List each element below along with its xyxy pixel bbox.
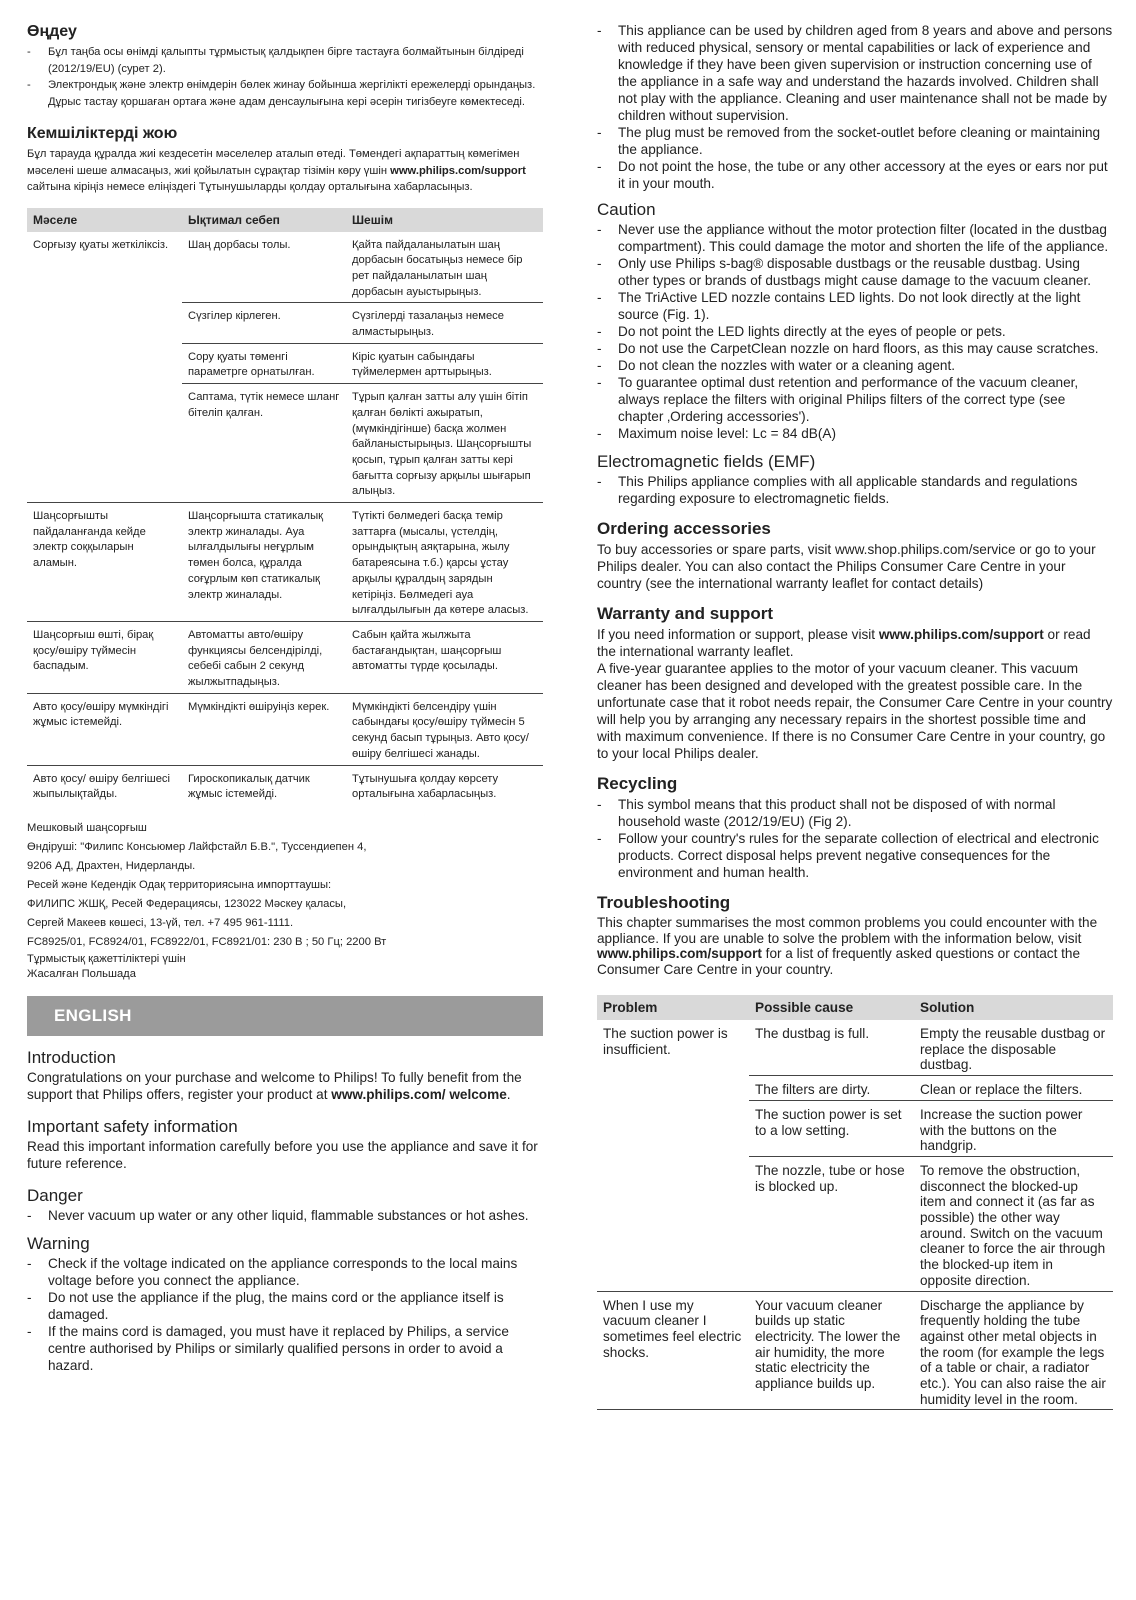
kz-intro-text: Бұл тарауда құралда жиі кездесетін мәселелер аталып өтеді. Төмендегі ақпараттың көмегімен мәселені шеше алмасаңыз, жиі қойылатын сұрақтар тізімін көру үшін bbox=[27, 148, 520, 177]
kz-cell-solution: Тұтынушыға қолдау көрсету орталығына хабарласыңыз. bbox=[352, 772, 499, 801]
en-warranty-text2: A five-year guarantee applies to the motor of your vacuum cleaner. This vacuum cleaner has been designed and developed with the greatest possible care. In the unfortunate case that it robot needs repair, the Consumer Care Centre in your country will help you by arranging any necessary repairs in the shortest possible time and with maximum convenience. If there is no Consumer Care Centre in your country, go to your local Philips dealer. bbox=[597, 661, 1113, 761]
kz-cell-problem bbox=[27, 303, 182, 343]
en-recycling-item: - This symbol means that this product shall not be disposed of with normal household waste (2012/19/EU) (Fig 2). bbox=[597, 796, 1113, 830]
kz-product-info bbox=[27, 819, 543, 982]
en-warning-title: Warning bbox=[27, 1234, 90, 1253]
kz-troubleshooting-title: Кемшіліктерді жою bbox=[27, 125, 178, 142]
en-cell-problem bbox=[597, 1156, 749, 1291]
en-warning-item: - The plug must be removed from the socket-outlet before cleaning or maintaining the appliance. bbox=[597, 124, 1113, 158]
kz-footer-line: Жасалған Польшада bbox=[27, 968, 136, 980]
kz-table-row bbox=[27, 503, 543, 622]
en-warning-item: - Do not use the appliance if the plug, the mains cord or the appliance itself is damaged. bbox=[27, 1289, 543, 1323]
kz-table-row bbox=[27, 621, 543, 693]
kz-footer-line: Сергей Макеев көшесі, 13-үй, тел. +7 495 961-1111. bbox=[27, 917, 294, 929]
en-table-row bbox=[597, 1076, 1113, 1101]
kz-table-row bbox=[27, 693, 543, 765]
kz-cell-cause: Автоматты авто/өшіру функциясы белсендірілді, себебі сабын 2 секунд жылжытпадыңыз. bbox=[182, 621, 346, 693]
en-cell-solution: Clean or replace the filters. bbox=[914, 1076, 1113, 1101]
en-intro-text: Congratulations on your purchase and welcome to Philips! To fully benefit from the support that Philips offers, register your product at www.philips.com/ welcome. bbox=[27, 1070, 522, 1102]
kz-header-cause: Ықтимал себеп bbox=[182, 208, 346, 232]
kz-cell-cause: Гироскопикалық датчик жұмыс істемейді. bbox=[188, 772, 310, 801]
en-ordering-text: To buy accessories or spare parts, visit www.shop.philips.com/service or go to your Philips dealer. You can also contact the Philips Consumer Care Centre in your country (see the international warranty leaflet for contact details) bbox=[597, 542, 1096, 591]
kz-support-link[interactable]: www.philips.com/support bbox=[390, 164, 526, 177]
en-troubleshooting-link[interactable]: www.philips.com/support bbox=[597, 946, 762, 961]
en-ordering-section bbox=[597, 519, 1113, 592]
en-caution-item: - The TriActive LED nozzle contains LED lights. Do not look directly at the light source (Fig. 1). bbox=[597, 289, 1113, 323]
kz-cell-problem bbox=[27, 384, 182, 503]
kz-table-row bbox=[27, 303, 543, 343]
en-cell-problem bbox=[597, 1100, 749, 1156]
kz-cell-solution: Қайта пайдаланылатын шаң дорбасын босатыңыз немесе бір рет пайдаланылатын шаң дорбасын ауыстырыңыз. bbox=[346, 232, 543, 303]
kz-cell-solution: Кіріс қуатын сабындағы түймелермен арттырыңыз. bbox=[346, 343, 543, 383]
en-header-cause: Possible cause bbox=[749, 995, 914, 1020]
en-troubleshooting-section bbox=[597, 893, 1113, 1410]
kz-troubleshooting-intro bbox=[27, 146, 543, 196]
kz-cell-solution: Сабын қайта жылжыта бастағандықтан, шаңсорғыш автоматты түрде қосылады. bbox=[346, 621, 543, 693]
en-ordering-title: Ordering accessories bbox=[597, 519, 771, 538]
en-caution-item: - Do not clean the nozzles with water or a cleaning agent. bbox=[597, 357, 1113, 374]
en-warning-continued bbox=[597, 22, 1113, 192]
kz-footer-line: Мешковый шаңсорғыш bbox=[27, 822, 147, 834]
en-recycling-item: - Follow your country's rules for the separate collection of electrical and electronic products. Correct disposal helps prevent negative consequences for the environment and human health. bbox=[597, 830, 1113, 881]
en-cell-cause: The dustbag is full. bbox=[749, 1020, 914, 1076]
en-warranty-title: Warranty and support bbox=[597, 604, 773, 623]
en-table-row bbox=[597, 1291, 1113, 1410]
en-caution-item: - Only use Philips s-bag® disposable dustbags or the reusable dustbag. Using other types or brands of dustbags might cause damage to the vacuum cleaner. bbox=[597, 255, 1113, 289]
en-header-problem: Problem bbox=[597, 995, 749, 1020]
kz-disposal-item: - Бұл таңба осы өнімді қалыпты тұрмыстық қалдықпен бірге тастауға болмайтынын білдіреді (2012/19/EU) (сурет 2). bbox=[27, 44, 543, 77]
kz-table-row bbox=[27, 384, 543, 503]
en-cell-solution: To remove the obstruction, disconnect the blocked-up item and connect it (as far as possible) the other way around. Switch on the vacuum cleaner to force the air through the blocked-up item in opposite direction. bbox=[914, 1156, 1113, 1291]
kz-header-problem: Мәселе bbox=[27, 208, 182, 232]
english-banner: ENGLISH bbox=[27, 996, 543, 1036]
right-column bbox=[597, 22, 1113, 1410]
en-safety-section bbox=[27, 1117, 543, 1172]
en-warning-section bbox=[27, 1234, 543, 1374]
en-safety-text: Read this important information carefully before you use the appliance and save it for future reference. bbox=[27, 1139, 538, 1171]
kz-table-row bbox=[27, 343, 543, 383]
en-warning-item: - This appliance can be used by children aged from 8 years and above and persons with reduced physical, sensory or mental capabilities or lack of experience and knowledge if they have been given supervision or instruction concerning use of the appliance in a safe way and understand the hazards involved. Children shall not play with the appliance. Cleaning and user maintenance shall not be made by children without supervision. bbox=[597, 22, 1113, 124]
en-caution-title: Caution bbox=[597, 200, 656, 219]
en-warning-item: - If the mains cord is damaged, you must have it replaced by Philips, a service centre authorised by Philips or similarly qualified persons in order to avoid a hazard. bbox=[27, 1323, 543, 1374]
en-emf-item: - This Philips appliance complies with all applicable standards and regulations regarding exposure to electromagnetic fields. bbox=[597, 473, 1113, 507]
en-caution-item: - Maximum noise level: Lc = 84 dB(A) bbox=[597, 425, 1113, 442]
kz-intro-text: сайтына кіріңіз немесе еліңіздегі Тұтынушыларды қолдау орталығына хабарласыңыз. bbox=[27, 181, 473, 193]
en-troubleshooting-text: This chapter summarises the most common problems you could encounter with the appliance. If you are unable to solve the problem with the information below, visit www.philips.com/support for a list of frequently asked questions or contact the Consumer Care Centre in your country. bbox=[597, 915, 1098, 977]
en-warning-item: - Do not point the hose, the tube or any other accessory at the eyes or ears nor put it in your mouth. bbox=[597, 158, 1113, 192]
en-caution-section bbox=[597, 200, 1113, 442]
en-header-solution: Solution bbox=[914, 995, 1113, 1020]
en-cell-problem: The suction power is insufficient. bbox=[603, 1026, 728, 1057]
en-table-row bbox=[597, 1156, 1113, 1291]
kz-header-solution: Шешім bbox=[346, 208, 543, 232]
en-caution-item: - To guarantee optimal dust retention and performance of the vacuum cleaner, always replace the filters with original Philips filters of the correct type (see chapter ‚Ordering accessories'). bbox=[597, 374, 1113, 425]
en-warranty-section bbox=[597, 604, 1113, 762]
en-safety-title: Important safety information bbox=[27, 1117, 238, 1136]
en-emf-section bbox=[597, 452, 1113, 507]
en-danger-title: Danger bbox=[27, 1186, 83, 1205]
kz-cell-cause: Саптама, түтік немесе шланг бітеліп қалған. bbox=[182, 384, 346, 503]
kz-cell-problem: Авто қосу/ өшіру белгішесі жыпылықтайды. bbox=[33, 772, 170, 801]
left-column bbox=[27, 22, 543, 1374]
en-cell-problem: When I use my vacuum cleaner I sometimes feel electric shocks. bbox=[597, 1291, 749, 1410]
kz-cell-solution: Мүмкіндікті белсендіру үшін сабындағы қосу/өшіру түймесін 5 секунд басып тұрыңыз. Авто қосу/өшіру белгішесі жанады. bbox=[346, 693, 543, 765]
en-danger-item: - Never vacuum up water or any other liquid, flammable substances or hot ashes. bbox=[27, 1207, 543, 1224]
en-cell-problem bbox=[597, 1076, 749, 1101]
en-troubleshooting-table bbox=[597, 995, 1113, 1410]
kz-footer-line: ФИЛИПС ЖШҚ, Ресей Федерациясы, 123022 Мәскеу қаласы, bbox=[27, 898, 347, 910]
en-warranty-link[interactable]: www.philips.com/support bbox=[878, 627, 1044, 642]
en-caution-item: - Do not use the CarpetClean nozzle on hard floors, as this may cause scratches. bbox=[597, 340, 1113, 357]
en-table-row bbox=[597, 1020, 1113, 1076]
kz-cell-problem bbox=[27, 343, 182, 383]
kz-cell-problem: Шаңсорғыш өшті, бірақ қосу/өшіру түймесін баспадым. bbox=[27, 621, 182, 693]
en-cell-solution: Increase the suction power with the buttons on the handgrip. bbox=[914, 1100, 1113, 1156]
kz-footer-line: Ресей және Кедендік Одақ территориясына импорттаушы: bbox=[27, 879, 332, 891]
kz-cell-cause: Шаңсорғышта статикалық электр жиналады. Ауа ылғалдылығы неғұрлым төмен болса, құралда соғұрлым көп статикалық электр жиналады. bbox=[182, 503, 346, 622]
kz-cell-solution: Тұрып қалған затты алу үшін бітіп қалған бөлікті ажыратып, (мүмкіндігінше) басқа жолмен байланыстырыңыз. Шаңсорғышты қосып, тұрып қалған затты кері бағытта сорғызу арқылы шығарып алыңыз. bbox=[346, 384, 543, 503]
en-cell-cause: Your vacuum cleaner builds up static electricity. The lower the air humidity, the more static electricity the appliance builds up. bbox=[749, 1291, 914, 1410]
en-cell-cause: The nozzle, tube or hose is blocked up. bbox=[749, 1156, 914, 1291]
kz-table-row bbox=[27, 765, 543, 805]
kz-disposal-title: Өңдеу bbox=[27, 23, 77, 40]
kz-table-row bbox=[27, 232, 543, 303]
en-cell-cause: The filters are dirty. bbox=[749, 1076, 914, 1101]
en-emf-title: Electromagnetic fields (EMF) bbox=[597, 452, 816, 471]
kz-cell-problem: Авто қосу/өшіру мүмкіндігі жұмыс істемейді. bbox=[27, 693, 182, 765]
en-warning-item: - Check if the voltage indicated on the appliance corresponds to the local mains voltage before you connect the appliance. bbox=[27, 1255, 543, 1289]
kz-footer-line: Өндіруші: "Филипс Консьюмер Лайфстайл Б.В.", Туссендиепен 4, bbox=[27, 841, 367, 853]
kz-footer-line: FC8925/01, FC8924/01, FC8922/01, FC8921/01: 230 В ; 50 Гц; 2200 Вт bbox=[27, 936, 387, 948]
kz-troubleshooting-table bbox=[27, 208, 543, 806]
kz-footer-line: 9206 АД, Драхтен, Нидерланды. bbox=[27, 860, 196, 872]
en-table-row bbox=[597, 1100, 1113, 1156]
kz-disposal-section bbox=[27, 22, 543, 110]
kz-cell-solution: Сүзгілерді тазалаңыз немесе алмастырыңыз. bbox=[346, 303, 543, 343]
en-cell-cause: The suction power is set to a low setting. bbox=[749, 1100, 914, 1156]
en-intro-title: Introduction bbox=[27, 1048, 116, 1067]
kz-cell-solution: Түтікті бөлмедегі басқа темір заттарға (мысалы, үстелдің, орындықтың аяқтарына, жылу батареясына т.б.) қарсы ұстау арқылы құралдың зарядын кетіріңіз. Бөлмедегі ауа ылғалдылығын да көтере аласыз. bbox=[346, 503, 543, 622]
en-danger-section bbox=[27, 1186, 543, 1224]
kz-cell-cause: Мүмкіндікті өшіруіңіз керек. bbox=[182, 693, 346, 765]
kz-cell-problem: Шаңсорғышты пайдаланғанда кейде электр соққыларын аламын. bbox=[27, 503, 182, 622]
en-warranty-text: If you need information or support, please visit www.philips.com/support or read the international warranty leaflet. bbox=[597, 627, 1091, 659]
kz-cell-problem: Сорғызу қуаты жеткіліксіз. bbox=[33, 238, 169, 251]
en-cell-solution: Discharge the appliance by frequently holding the tube against other metal objects in the room (for example the legs of a table or chair, a radiator etc.). You can also raise the air humidity level in the room. bbox=[914, 1291, 1113, 1410]
en-cell-solution: Empty the reusable dustbag or replace the disposable dustbag. bbox=[914, 1020, 1113, 1076]
en-register-link[interactable]: www.philips.com/ welcome bbox=[331, 1087, 507, 1102]
kz-disposal-item: - Электрондық және электр өнімдерін бөлек жинау бойынша жергілікті ережелерді орындаңыз. Дұрыс тастау қоршаған ортаға және адам денсаулығына кері әсерін тигізбеуге көмектеседі. bbox=[27, 77, 543, 110]
en-recycling-title: Recycling bbox=[597, 774, 678, 793]
en-troubleshooting-title: Troubleshooting bbox=[597, 893, 731, 912]
kz-footer-line: Тұрмыстық қажеттіліктері үшін bbox=[27, 953, 186, 965]
en-caution-item: - Do not point the LED lights directly at the eyes of people or pets. bbox=[597, 323, 1113, 340]
kz-cell-cause: Сүзгілер кірлеген. bbox=[182, 303, 346, 343]
en-recycling-section bbox=[597, 774, 1113, 881]
kz-cell-cause: Сору қуаты төменгі параметрге орнатылған. bbox=[182, 343, 346, 383]
en-caution-item: - Never use the appliance without the motor protection filter (located in the dustbag compartment). This could damage the motor and shorten the life of the appliance. bbox=[597, 221, 1113, 255]
en-intro-section bbox=[27, 1048, 543, 1103]
kz-troubleshooting-section bbox=[27, 124, 543, 805]
kz-cell-cause: Шаң дорбасы толы. bbox=[182, 232, 346, 303]
